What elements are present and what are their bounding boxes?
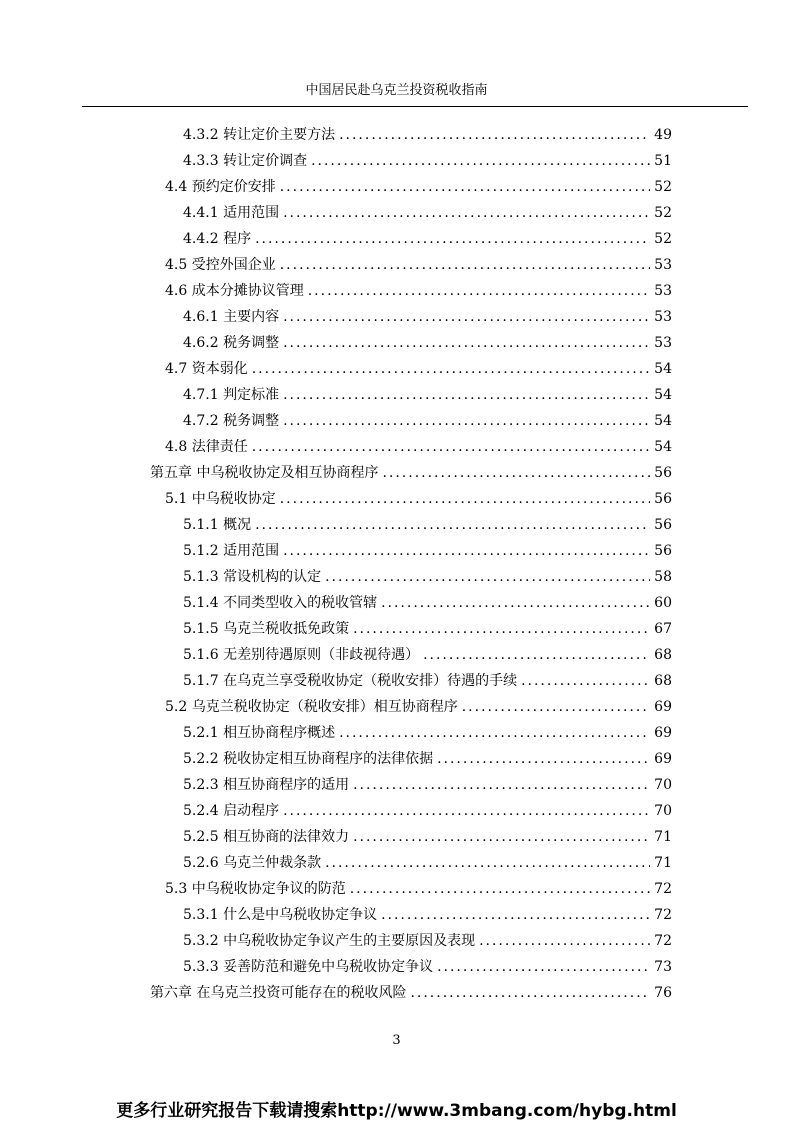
running-header: 中国居民赴乌克兰投资税收指南	[305, 83, 488, 98]
toc-entry-title: 5.3 中乌税收协定争议的防范	[165, 881, 346, 897]
toc-dot-leader	[437, 954, 650, 980]
toc-entry-page: 67	[654, 621, 672, 637]
toc-entry[interactable]	[183, 304, 672, 330]
toc-dot-leader	[437, 746, 650, 772]
toc-entry-title: 4.7 资本弱化	[165, 361, 248, 377]
toc-entry-page: 52	[654, 231, 672, 247]
toc-dot-leader	[381, 590, 650, 616]
toc-dot-leader	[280, 252, 650, 278]
toc-entry-title: 4.7.1 判定标准	[183, 387, 280, 403]
toc-entry-title: 5.1.1 概况	[183, 517, 252, 533]
toc-entry-page: 76	[654, 985, 672, 1001]
toc-entry[interactable]	[183, 668, 672, 694]
toc-entry[interactable]	[183, 122, 672, 148]
toc-entry-page: 49	[654, 127, 672, 143]
toc-dot-leader	[382, 460, 650, 486]
toc-entry-title: 5.3.1 什么是中乌税收协定争议	[183, 907, 378, 923]
toc-entry-title: 5.1 中乌税收协定	[165, 491, 276, 507]
toc-dot-leader	[381, 902, 650, 928]
toc-dot-leader	[339, 720, 650, 746]
toc-entry[interactable]	[183, 746, 672, 772]
toc-entry-page: 72	[654, 933, 672, 949]
toc-dot-leader	[252, 434, 650, 460]
toc-entry-page: 60	[654, 595, 672, 611]
toc-entry-title: 第五章 中乌税收协定及相互协商程序	[150, 465, 379, 481]
footer-promo-link[interactable]: 更多行业研究报告下载请搜索http://www.3mbang.com/hybg.html	[116, 1101, 677, 1121]
header-divider	[82, 106, 748, 107]
toc-entry[interactable]	[183, 382, 672, 408]
toc-entry[interactable]	[183, 824, 672, 850]
toc-dot-leader	[462, 694, 650, 720]
toc-entry-page: 68	[654, 647, 672, 663]
toc-entry[interactable]	[183, 850, 672, 876]
toc-entry[interactable]	[165, 356, 672, 382]
toc-entry-title: 4.4.2 程序	[183, 231, 252, 247]
toc-entry[interactable]	[183, 512, 672, 538]
toc-dot-leader	[410, 980, 650, 1006]
toc-entry-title: 5.2.3 相互协商程序的适用	[183, 777, 350, 793]
toc-entry-title: 4.6 成本分摊协议管理	[165, 283, 304, 299]
toc-dot-leader	[479, 928, 650, 954]
toc-entry-page: 54	[654, 361, 672, 377]
toc-entry[interactable]	[183, 720, 672, 746]
toc-entry-page: 69	[654, 751, 672, 767]
toc-entry-title: 5.2.5 相互协商的法律效力	[183, 829, 350, 845]
toc-dot-leader	[280, 174, 650, 200]
toc-entry-title: 4.3.2 转让定价主要方法	[183, 127, 336, 143]
toc-entry[interactable]	[183, 616, 672, 642]
toc-entry-page: 53	[654, 309, 672, 325]
toc-entry-title: 5.3.2 中乌税收协定争议产生的主要原因及表现	[183, 933, 476, 949]
toc-entry-title: 4.4.1 适用范围	[183, 205, 280, 221]
toc-entry-title: 5.1.4 不同类型收入的税收管辖	[183, 595, 378, 611]
toc-entry-page: 56	[654, 491, 672, 507]
toc-dot-leader	[308, 278, 650, 304]
toc-entry-title: 5.1.3 常设机构的认定	[183, 569, 322, 585]
toc-entry-title: 4.5 受控外国企业	[165, 257, 276, 273]
toc-entry[interactable]	[183, 590, 672, 616]
toc-entry[interactable]	[150, 980, 672, 1006]
toc-dot-leader	[283, 200, 650, 226]
toc-entry-page: 56	[654, 543, 672, 559]
toc-entry-page: 53	[654, 335, 672, 351]
toc-entry-page: 54	[654, 413, 672, 429]
toc-entry-page: 54	[654, 439, 672, 455]
toc-entry-title: 4.6.1 主要内容	[183, 309, 280, 325]
toc-entry[interactable]	[183, 538, 672, 564]
toc-entry[interactable]	[183, 798, 672, 824]
toc-entry-page: 58	[654, 569, 672, 585]
toc-entry-title: 5.1.5 乌克兰税收抵免政策	[183, 621, 350, 637]
toc-entry-title: 5.2.6 乌克兰仲裁条款	[183, 855, 322, 871]
toc-entry-page: 56	[654, 465, 672, 481]
toc-entry-title: 5.2.2 税收协定相互协商程序的法律依据	[183, 751, 434, 767]
toc-entry-page: 52	[654, 205, 672, 221]
toc-dot-leader	[255, 512, 650, 538]
toc-entry[interactable]	[183, 564, 672, 590]
toc-entry-page: 70	[654, 803, 672, 819]
toc-entry-title: 4.8 法律责任	[165, 439, 248, 455]
toc-entry-page: 71	[654, 855, 672, 871]
toc-entry[interactable]	[165, 278, 672, 304]
toc-dot-leader	[350, 876, 650, 902]
toc-dot-leader	[283, 538, 650, 564]
toc-entry[interactable]	[183, 928, 672, 954]
toc-entry[interactable]	[183, 148, 672, 174]
toc-entry-page: 53	[654, 283, 672, 299]
toc-entry-page: 68	[654, 673, 672, 689]
toc-entry-page: 72	[654, 907, 672, 923]
toc-entry-page: 72	[654, 881, 672, 897]
toc-entry-page: 56	[654, 517, 672, 533]
page-number: 3	[392, 1033, 401, 1048]
toc-dot-leader	[252, 356, 650, 382]
toc-entry[interactable]	[165, 486, 672, 512]
toc-dot-leader	[283, 798, 650, 824]
toc-dot-leader	[280, 486, 650, 512]
toc-entry-title: 5.1.6 无差别待遇原则（非歧视待遇）	[183, 647, 420, 663]
toc-dot-leader	[283, 408, 650, 434]
toc-entry-title: 4.4 预约定价安排	[165, 179, 276, 195]
toc-dot-leader	[283, 382, 650, 408]
toc-entry-page: 69	[654, 699, 672, 715]
toc-entry[interactable]	[183, 954, 672, 980]
toc-dot-leader	[423, 642, 650, 668]
toc-entry-page: 69	[654, 725, 672, 741]
toc-entry-title: 5.2.4 启动程序	[183, 803, 280, 819]
toc-dot-leader	[353, 616, 650, 642]
toc-entry[interactable]	[165, 174, 672, 200]
toc-dot-leader	[283, 304, 650, 330]
toc-entry[interactable]	[183, 200, 672, 226]
toc-entry-page: 54	[654, 387, 672, 403]
toc-entry[interactable]	[165, 252, 672, 278]
toc-entry[interactable]	[165, 694, 672, 720]
toc-entry-title: 5.1.2 适用范围	[183, 543, 280, 559]
toc-dot-leader	[353, 772, 650, 798]
toc-dot-leader	[353, 824, 650, 850]
toc-dot-leader	[521, 668, 650, 694]
toc-entry[interactable]	[165, 876, 672, 902]
toc-entry-page: 52	[654, 179, 672, 195]
toc-entry[interactable]	[165, 434, 672, 460]
toc-entry-title: 4.6.2 税务调整	[183, 335, 280, 351]
toc-dot-leader	[255, 226, 650, 252]
toc-entry-page: 71	[654, 829, 672, 845]
toc-entry[interactable]	[183, 902, 672, 928]
toc-entry[interactable]	[183, 408, 672, 434]
toc-entry-title: 5.2 乌克兰税收协定（税收安排）相互协商程序	[165, 699, 458, 715]
toc-entry[interactable]	[150, 460, 672, 486]
toc-entry-title: 4.3.3 转让定价调查	[183, 153, 308, 169]
toc-entry-page: 70	[654, 777, 672, 793]
toc-entry-title: 5.3.3 妥善防范和避免中乌税收协定争议	[183, 959, 434, 975]
toc-entry-title: 4.7.2 税务调整	[183, 413, 280, 429]
toc-entry-page: 53	[654, 257, 672, 273]
toc-entry-page: 73	[654, 959, 672, 975]
toc-dot-leader	[311, 148, 650, 174]
toc-dot-leader	[339, 122, 650, 148]
toc-dot-leader	[325, 850, 650, 876]
toc-entry[interactable]	[183, 226, 672, 252]
toc-entry-title: 5.2.1 相互协商程序概述	[183, 725, 336, 741]
toc-entry[interactable]	[183, 642, 672, 668]
toc-entry-title: 5.1.7 在乌克兰享受税收协定（税收安排）待遇的手续	[183, 673, 518, 689]
toc-entry-title: 第六章 在乌克兰投资可能存在的税收风险	[150, 985, 407, 1001]
toc-entry-page: 51	[654, 153, 672, 169]
toc-dot-leader	[325, 564, 650, 590]
toc-entry[interactable]	[183, 772, 672, 798]
toc-entry[interactable]	[183, 330, 672, 356]
toc-dot-leader	[283, 330, 650, 356]
